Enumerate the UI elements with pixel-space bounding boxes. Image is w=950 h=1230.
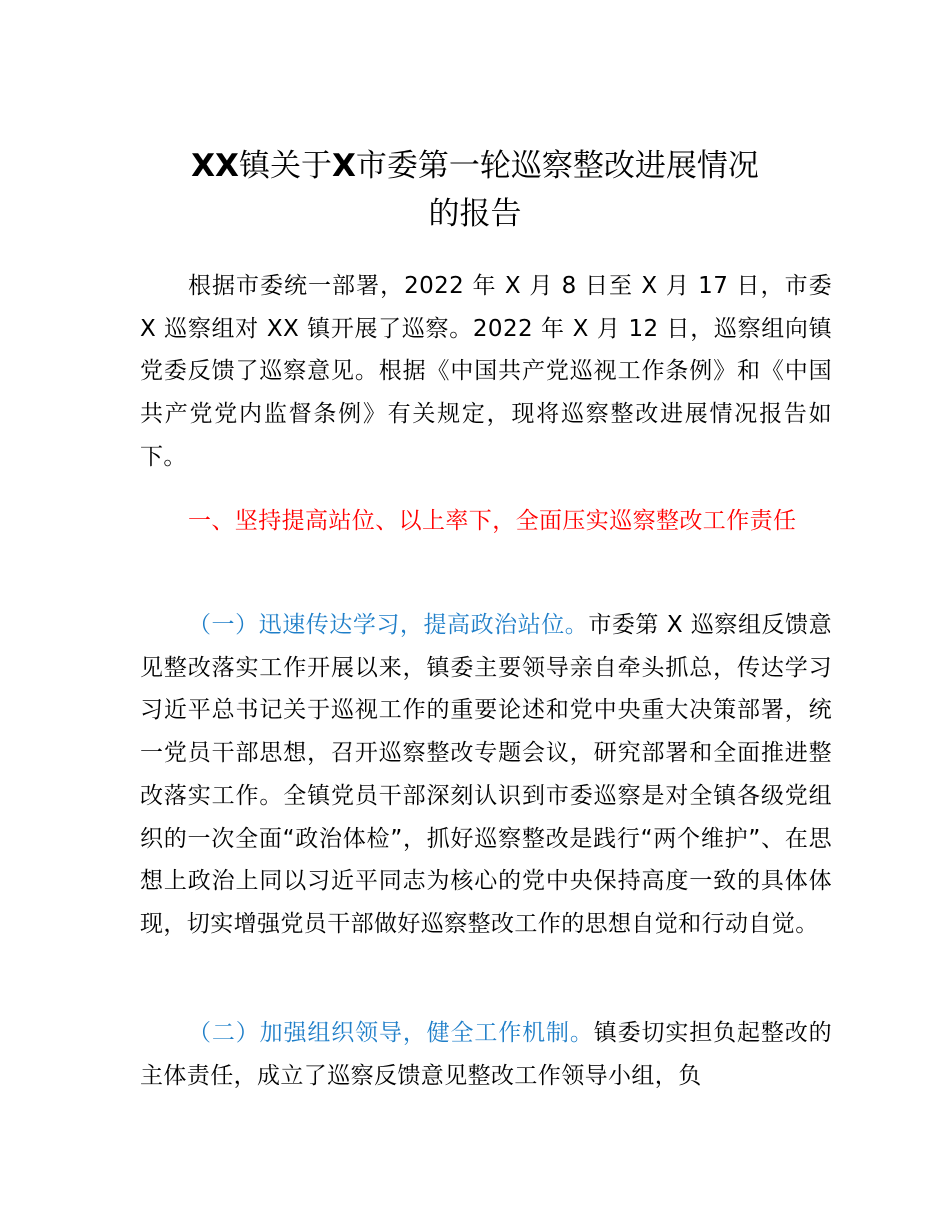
title-x: X [331,148,356,184]
subsection2-lead: （二）加强组织领导，健全工作机制。 [188,1020,594,1046]
title-xx: XX [191,148,239,184]
subsection2-paragraph [140,1012,832,1097]
title-part-b: 市委第一轮巡察整改进展情况 [355,148,759,184]
section1-heading: 一、坚持提高站位、以上率下，全面压实巡察整改工作责任 [188,508,797,534]
intro-paragraph: 根据市委统一部署，2022 年 X 月 8 日至 X 月 17 日，市委 X 巡察组对 XX 镇开展了巡察。2022 年 X 月 12 日，巡察组向镇党委反馈了巡察意见。根据《中国共产党巡视工作条例》和《中国共产党党内监督条例》有关规定，现将巡察整改进展情况报告如下。 [140,273,832,470]
title-part-a: 镇关于 [238,148,332,184]
title-line2: 的报告 [428,196,522,232]
subsection1-body: 市委第 X 巡察组反馈意见整改落实工作开展以来，镇委主要领导亲自牵头抓总，传达学习习近平总书记关于巡视工作的重要论述和党中央重大决策部署，统一党员干部思想，召开巡察整改专题会议，研究部署和全面推进整改落实工作。全镇党员干部深刻认识到市委巡察是对全镇各级党组织的一次全面“政治体检”，抓好巡察整改是践行“两个维护”、在思想上政治上同以习近平同志为核心的党中央保持高度一致的具体体现，切实增强党员干部做好巡察整改工作的思想自觉和行动自觉。 [140,612,832,937]
document-title [140,142,810,238]
subsection1-lead: （一）迅速传达学习，提高政治站位。 [188,612,589,638]
subsection1-paragraph [140,604,832,946]
subsection2-body: 镇委切实担负起整改的主体责任，成立了巡察反馈意见整改工作领导小组，负 [140,1020,832,1089]
